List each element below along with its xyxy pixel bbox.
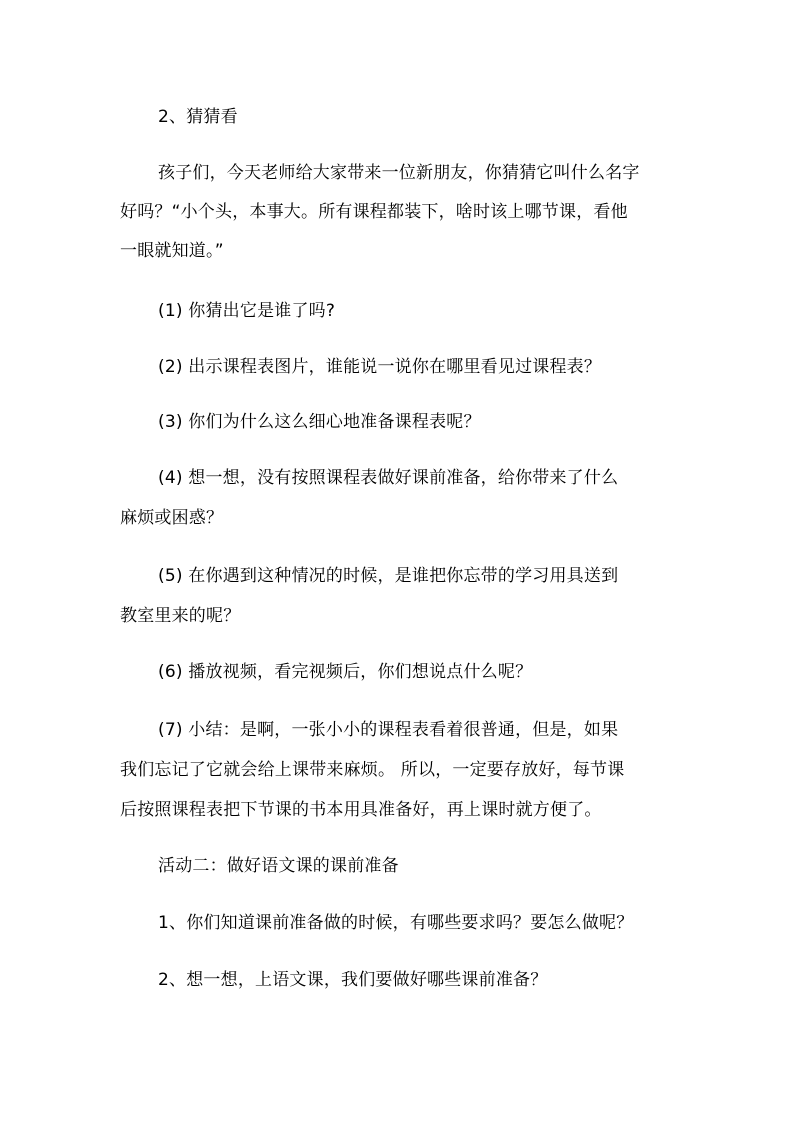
paragraph-line: 孩子们，今天老师给大家带来一位新朋友，你猜猜它叫什么名字	[158, 163, 640, 183]
question-6: (6) 播放视频，看完视频后，你们想说点什么呢？	[158, 662, 533, 682]
summary-line: 我们忘记了它就会给上课带来麻烦。 所以，一定要存放好，每节课	[120, 760, 625, 780]
activity-two-heading: 活动二：做好语文课的课前准备	[158, 856, 399, 876]
heading-guess: 2、猜猜看	[158, 107, 238, 127]
question-4: (4) 想一想，没有按照课程表做好课前准备，给你带来了什么	[158, 468, 619, 488]
question-2: (2) 出示课程表图片，谁能说一说你在哪里看见过课程表？	[158, 357, 602, 377]
question-5: (5) 在你遇到这种情况的时候，是谁把你忘带的学习用具送到	[158, 566, 619, 586]
activity-item-1: 1、你们知道课前准备做的时候，有哪些要求吗？要怎么做呢？	[158, 913, 634, 933]
question-3: (3) 你们为什么这么细心地准备课程表呢？	[158, 412, 481, 432]
question-1: (1) 你猜出它是谁了吗?	[158, 301, 336, 321]
summary-line: (7) 小结：是啊，一张小小的课程表看着很普通，但是，如果	[158, 720, 619, 740]
paragraph-line: 一眼就知道。”	[120, 241, 224, 261]
question-5-continued: 教室里来的呢？	[120, 606, 241, 626]
summary-line: 后按照课程表把下节课的书本用具准备好，再上课时就方便了。	[120, 800, 602, 820]
activity-item-2: 2、想一想，上语文课，我们要做好哪些课前准备？	[158, 970, 548, 990]
question-4-continued: 麻烦或困惑？	[120, 508, 224, 528]
paragraph-line: 好吗？“小个头，本事大。所有课程都装下，啥时该上哪节课，看他	[120, 202, 628, 222]
